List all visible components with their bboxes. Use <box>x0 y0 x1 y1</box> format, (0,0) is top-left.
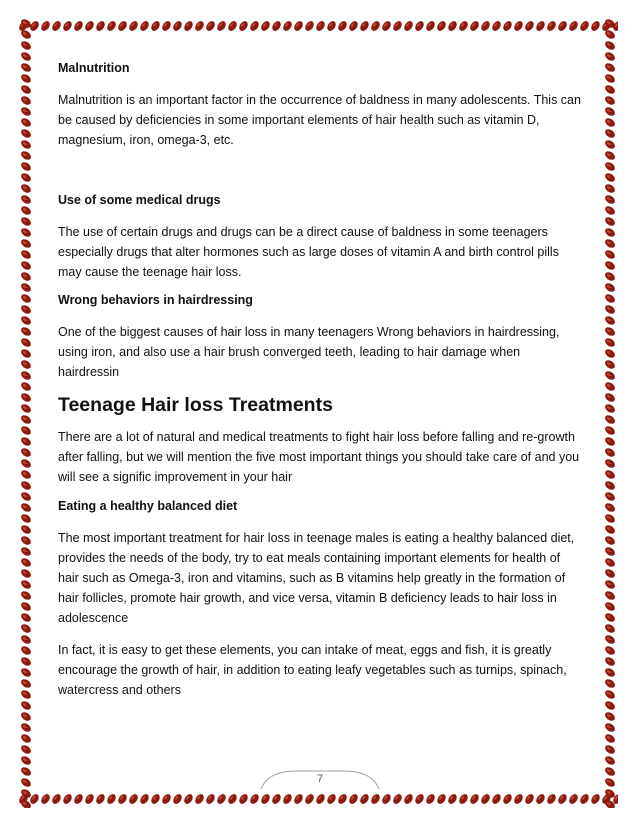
page-border-left <box>18 18 34 808</box>
document-body <box>58 58 582 700</box>
paragraph-medical-drugs: The use of certain drugs and drugs can be a direct cause of baldness in some teenagers especially drugs that alter hormones such as large doses of vitamin A and birth control pills may cause the teenage hair loss. <box>58 225 559 279</box>
heading-medical-drugs: Use of some medical drugs <box>58 193 221 207</box>
page-border-top <box>18 18 618 34</box>
heading-wrong-behaviors: Wrong behaviors in hairdressing <box>58 293 253 307</box>
paragraph-wrong-behaviors: One of the biggest causes of hair loss in many teenagers Wrong behaviors in hairdressing, using iron, and also use a hair brush converged teeth, leading to hair damage when hairdressin <box>58 325 560 379</box>
paragraph-diet-elements: In fact, it is easy to get these elements, you can intake of meat, eggs and fish, it is greatly encourage the growth of hair, in addition to eating leafy vegetables such as turnips, spinach, watercress and others <box>58 643 567 697</box>
page-number: 7 <box>316 773 324 785</box>
heading-malnutrition: Malnutrition <box>58 61 130 75</box>
section-title-treatments: Teenage Hair loss Treatments <box>58 394 333 416</box>
paragraph-treatments-intro: There are a lot of natural and medical treatments to fight hair loss before falling and re-growth after falling, but we will mention the five most important things you should take care of and you will see a signific improvement in your hair <box>58 430 580 484</box>
paragraph-malnutrition: Malnutrition is an important factor in the occurrence of baldness in many adolescents. This can be caused by deficiencies in some important elements of hair health such as vitamin D, magnesium, iron, omega-3, etc. <box>58 93 581 147</box>
heading-balanced-diet: Eating a healthy balanced diet <box>58 499 238 513</box>
page-number-badge <box>258 768 382 790</box>
page-border-right <box>602 18 618 808</box>
page-border-bottom <box>18 791 618 807</box>
paragraph-balanced-diet: The most important treatment for hair loss in teenage males is eating a healthy balanced diet, provides the needs of the body, try to eat meals containing important elements for health of hair such as Omega-3, iron and vitamins, such as B vitamins help greatly in the formation of hair follicles, promote hair growth, and vice versa, vitamin B deficiency leads to hair loss in adolescence <box>58 531 575 625</box>
